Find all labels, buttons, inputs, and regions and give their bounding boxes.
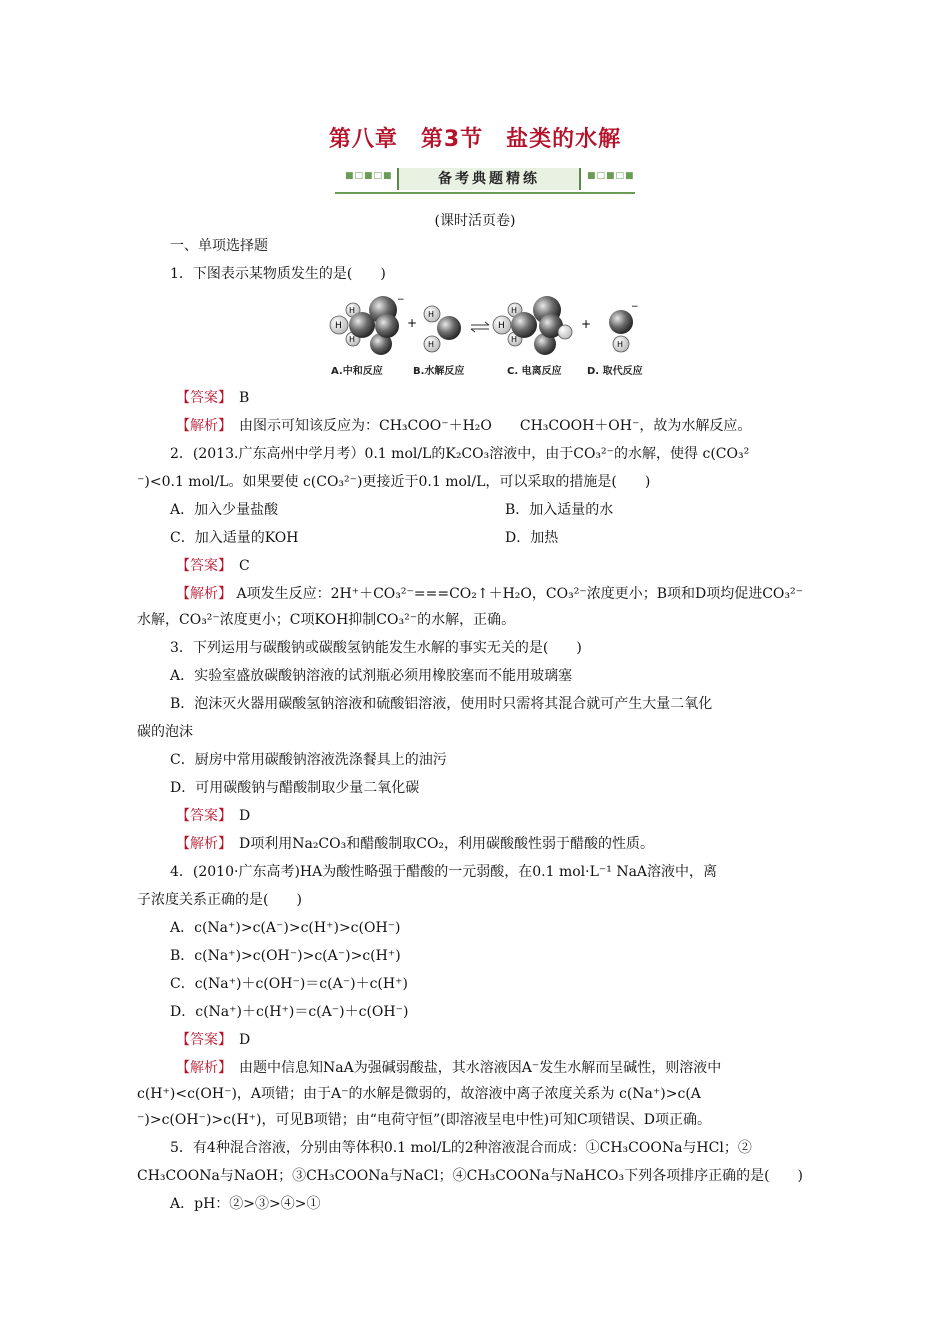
explain-tag: 【解析】 (176, 418, 225, 434)
q2-option-a: A．加入少量盐酸 (170, 502, 279, 518)
banner-underline (335, 192, 635, 194)
figure-label-d: D. 取代反应 (587, 366, 643, 377)
q2-option-c: C．加入适量的KOH (170, 530, 299, 546)
svg-text:−: − (631, 302, 639, 312)
explain-text: 由图示可知该反应为：CH₃COO⁻＋H₂O CH₃COOH＋OH⁻，故为水解反应。 (239, 418, 752, 434)
section-banner (325, 166, 643, 194)
banner-dots-right: ■□■□■ (587, 171, 635, 181)
answer-tag: 【答案】 (176, 1032, 225, 1048)
q4-explanation-line2: c(H⁺)<c(OH⁻)，A项错；由于A⁻的水解是微弱的，故溶液中离子浓度关系为 c(Na⁺)>c(A (137, 1086, 701, 1102)
figure-label-c: C. 电离反应 (507, 366, 562, 377)
svg-text:H: H (349, 306, 356, 315)
q3-option-a: A．实验室盛放碳酸钠溶液的试剂瓶必须用橡胶塞而不能用玻璃塞 (170, 668, 573, 684)
section-heading: 一、单项选择题 (170, 238, 268, 254)
svg-text:+: + (407, 316, 418, 330)
answer-tag: 【答案】 (176, 558, 225, 574)
svg-text:H: H (617, 340, 624, 349)
svg-text:H: H (428, 340, 435, 349)
q1-explanation (176, 416, 751, 436)
figure-label-a: A.中和反应 (331, 366, 383, 377)
q5-stem-line2: CH₃COONa与NaOH；③CH₃COONa与NaCl；④CH₃COONa与NaHCO₃下列各项排序正确的是( ) (137, 1168, 803, 1184)
q4-option-b: B．c(Na⁺)>c(OH⁻)>c(A⁻)>c(H⁺) (170, 948, 401, 964)
svg-text:H: H (511, 306, 518, 315)
page-subtitle: (课时活页卷) (434, 213, 516, 229)
q2-explanation-line1 (176, 584, 803, 604)
q4-stem-line2: 子浓度关系正确的是( ) (137, 892, 302, 908)
answer-value: B (239, 390, 250, 406)
q2-stem-line2: ⁻)<0.1 mol/L。如果要使 c(CO₃²⁻)更接近于0.1 mol/L，可以采取的措施是( ) (137, 474, 651, 490)
explain-tag: 【解析】 (176, 836, 225, 852)
q3-explanation (176, 834, 654, 854)
answer-tag: 【答案】 (176, 808, 225, 824)
banner-label: 备考典题精练 (397, 168, 581, 190)
q2-answer (176, 556, 250, 576)
q3-option-d: D．可用碳酸钠与醋酸制取少量二氧化碳 (170, 780, 420, 796)
q4-answer (176, 1030, 250, 1050)
explain-text: D项利用Na₂CO₃和醋酸制取CO₂，利用碳酸酸性弱于醋酸的性质。 (239, 836, 655, 852)
svg-text:−: − (397, 295, 405, 305)
q2-stem-line1: 2．(2013.广东高州中学月考）0.1 mol/L的K₂CO₃溶液中，由于CO₃²⁻的水解，使得 c(CO₃² (170, 446, 750, 462)
q2-explanation-line2: 水解，CO₃²⁻浓度更小；C项KOH抑制CO₃²⁻的水解，正确。 (137, 612, 516, 628)
answer-value: D (239, 808, 251, 824)
answer-value: D (239, 1032, 251, 1048)
explain-text: A项发生反应：2H⁺＋CO₃²⁻===CO₂↑＋H₂O，CO₃²⁻浓度更小；B项和D项均促进CO₃²⁻ (236, 586, 804, 602)
q5-stem-line1: 5．有4种混合溶液，分别由等体积0.1 mol/L的2种溶液混合而成：①CH₃COONa与HCl；② (170, 1140, 752, 1156)
answer-tag: 【答案】 (176, 390, 225, 406)
answer-value: C (239, 558, 250, 574)
explain-tag: 【解析】 (176, 586, 232, 602)
q4-option-c: C．c(Na⁺)＋c(OH⁻)＝c(A⁻)＋c(H⁺) (170, 976, 408, 992)
hydrolysis-molecule-figure (325, 292, 665, 382)
q5-option-a: A．pH：②>③>④>① (170, 1196, 321, 1212)
q4-stem-line1: 4．(2010·广东高考)HA为酸性略强于醋酸的一元弱酸，在0.1 mol·L⁻¹ NaA溶液中，离 (170, 864, 718, 880)
q2-option-d: D．加热 (505, 530, 559, 546)
figure-label-b: B.水解反应 (413, 366, 465, 377)
explain-tag: 【解析】 (176, 1060, 225, 1076)
q3-stem: 3．下列运用与碳酸钠或碳酸氢钠能发生水解的事实无关的是( ) (170, 640, 582, 656)
q1-answer (176, 388, 249, 408)
svg-text:H: H (428, 310, 435, 319)
svg-text:H: H (335, 321, 342, 331)
q3-option-b-line1: B．泡沫灭火器用碳酸氢钠溶液和硫酸铝溶液，使用时只需将其混合就可产生大量二氧化 (170, 696, 713, 712)
banner-dots-left: ■□■□■ (345, 171, 393, 181)
svg-text:+: + (581, 317, 592, 331)
explain-text: 由题中信息知NaA为强碱弱酸盐，其水溶液因A⁻发生水解而呈碱性，则溶液中 (239, 1060, 722, 1076)
q1-stem: 1．下图表示某物质发生的是( ) (170, 266, 386, 282)
q4-option-d: D．c(Na⁺)＋c(H⁺)＝c(A⁻)＋c(OH⁻) (170, 1004, 409, 1020)
q2-option-b: B．加入适量的水 (505, 502, 614, 518)
q3-answer (176, 806, 250, 826)
q3-option-c: C．厨房中常用碳酸钠溶液洗涤餐具上的油污 (170, 752, 447, 768)
q4-explanation-line1 (176, 1058, 721, 1078)
q3-option-b-line2: 碳的泡沫 (137, 724, 193, 740)
svg-text:H: H (498, 321, 505, 331)
q4-option-a: A．c(Na⁺)>c(A⁻)>c(H⁺)>c(OH⁻) (170, 920, 401, 936)
svg-text:H: H (349, 335, 356, 344)
svg-text:H: H (511, 335, 518, 344)
q4-explanation-line3: ⁻)>c(OH⁻)>c(H⁺)，可见B项错；由“电荷守恒”(即溶液呈电中性)可知C项错误、D项正确。 (137, 1112, 711, 1128)
page-title: 第八章 第3节 盐类的水解 (328, 127, 622, 152)
